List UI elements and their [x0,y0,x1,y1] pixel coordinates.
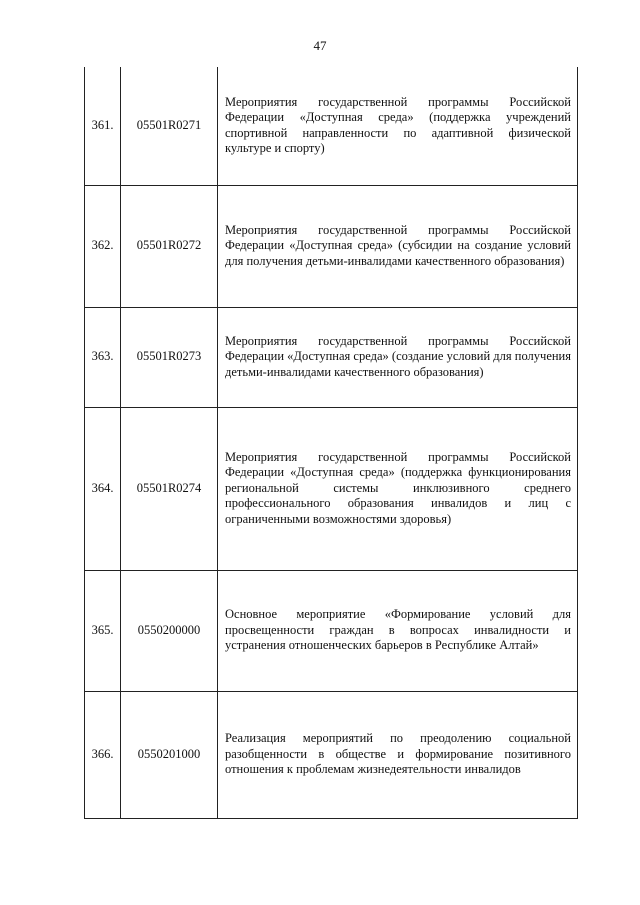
table-row [85,570,578,691]
table-row [85,691,578,818]
row-description: Основное мероприятие «Формирование условий для просвещенности граждан в вопросах инвалидности и устранения отношенческих барьеров в Республике Алтай» [218,570,578,691]
row-description: Мероприятия государственной программы Российской Федерации «Доступная среда» (субсидии на создание условий для получения детьми-инвалидами качественного образования) [218,185,578,307]
classification-code: 0550201000 [121,691,218,818]
classification-code: 05501R0271 [121,67,218,185]
row-number: 366. [85,691,121,818]
table-row [85,67,578,185]
budget-classification-table [84,67,578,819]
classification-code: 05501R0272 [121,185,218,307]
row-number: 362. [85,185,121,307]
row-description: Реализация мероприятий по преодолению социальной разобщенности в обществе и формирование позитивного отношения к проблемам жизнедеятельности инвалидов [218,691,578,818]
table-row [85,185,578,307]
row-number: 365. [85,570,121,691]
table-row [85,307,578,407]
classification-code: 0550200000 [121,570,218,691]
row-number: 363. [85,307,121,407]
row-description: Мероприятия государственной программы Российской Федерации «Доступная среда» (поддержка учреждений спортивной направленности по адаптивной физической культуре и спорту) [218,67,578,185]
row-number: 364. [85,407,121,570]
page-number: 47 [313,38,327,53]
row-number: 361. [85,67,121,185]
classification-code: 05501R0273 [121,307,218,407]
row-description: Мероприятия государственной программы Российской Федерации «Доступная среда» (поддержка функционирования региональной системы инклюзивного среднего профессионального образования инвалидов и лиц с ограниченными возможностями здоровья) [218,407,578,570]
row-description: Мероприятия государственной программы Российской Федерации «Доступная среда» (создание условий для получения детьми-инвалидами качественного образования) [218,307,578,407]
classification-code: 05501R0274 [121,407,218,570]
table-row [85,407,578,570]
